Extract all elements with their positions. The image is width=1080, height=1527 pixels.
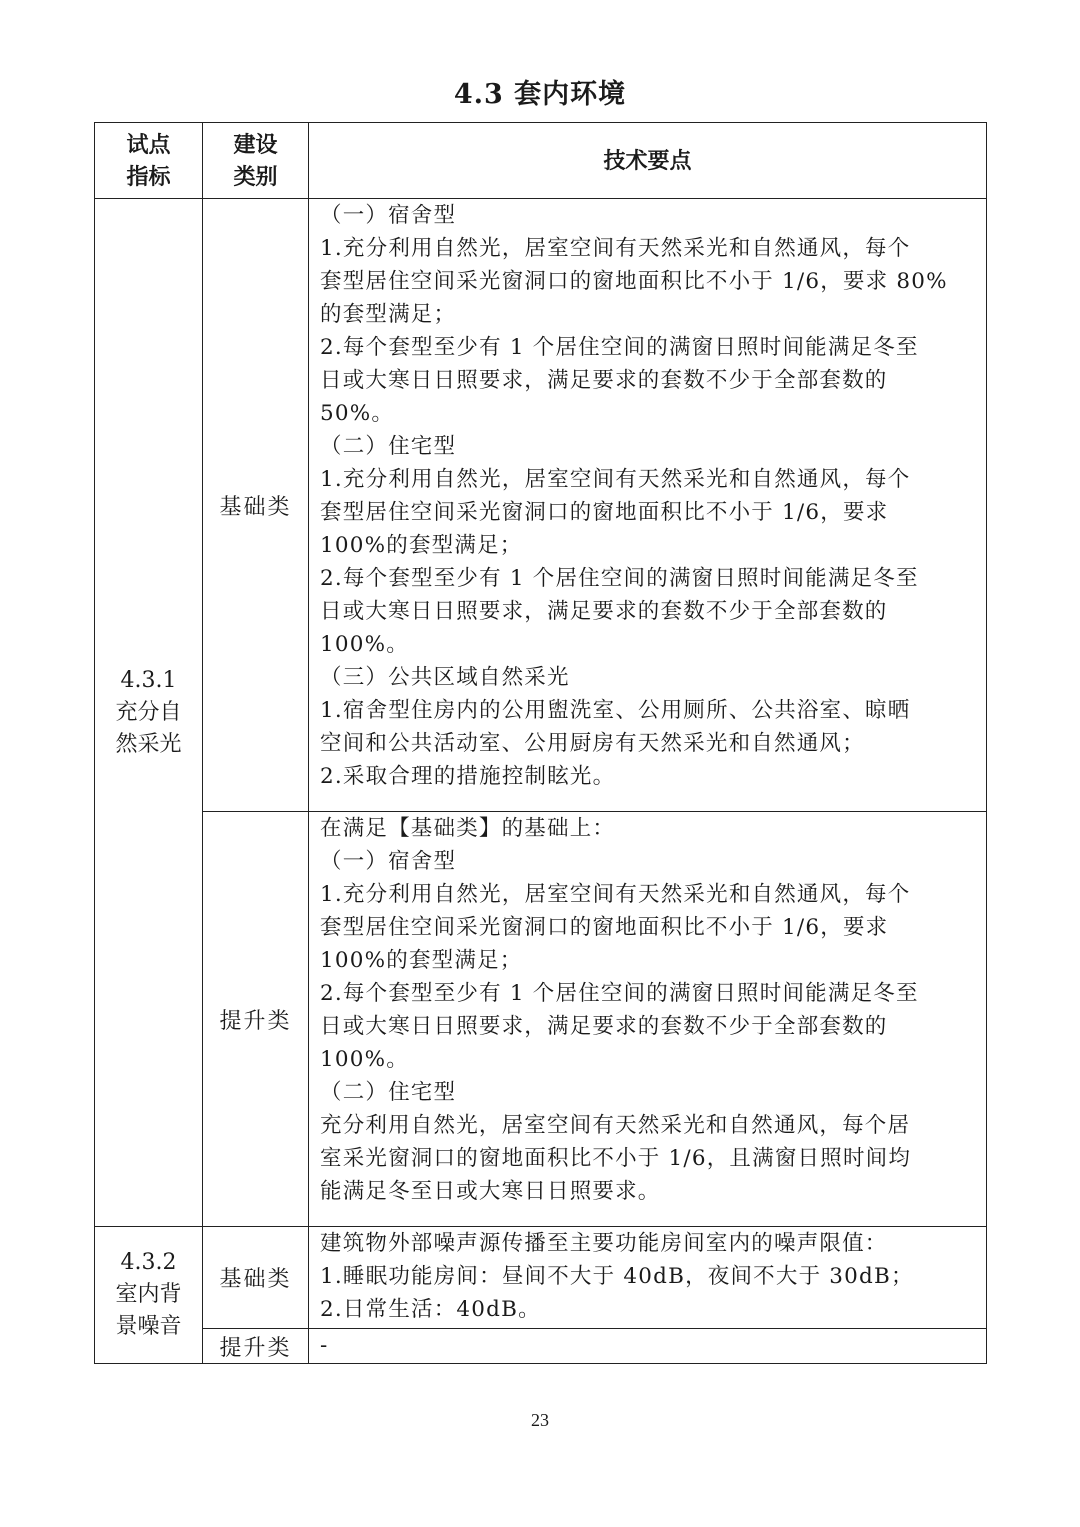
table-row — [95, 812, 987, 1227]
header-pilot-indicator: 试点 指标 — [95, 123, 203, 199]
text-line: （三）公共区域自然采光 — [320, 665, 570, 690]
technical-points-cell — [309, 812, 987, 1227]
text-line: 100%。 — [320, 632, 409, 657]
table-header-row — [95, 123, 987, 199]
text-line: 2.每个套型至少有 1 个居住空间的满窗日照时间能满足冬至 — [320, 981, 919, 1006]
text-line: （一）宿舍型 — [320, 203, 457, 228]
text-line: 100%的套型满足； — [320, 533, 523, 558]
text-line: 日或大寒日日照要求，满足要求的套数不少于全部套数的 — [320, 599, 888, 624]
table-row — [95, 199, 987, 812]
technical-requirements-table — [94, 122, 987, 1364]
text-line: 2.每个套型至少有 1 个居住空间的满窗日照时间能满足冬至 — [320, 335, 919, 360]
indicator-4-3-2: 4.3.2 室内背 景噪音 — [95, 1227, 203, 1364]
text-line: 能满足冬至日或大寒日日照要求。 — [320, 1179, 661, 1204]
text-line: 室采光窗洞口的窗地面积比不小于 1/6，且满窗日照时间均 — [320, 1146, 912, 1171]
text-line: - — [320, 1333, 329, 1358]
table-row — [95, 1329, 987, 1364]
category-basic: 基础类 — [203, 199, 309, 812]
text-line: 50%。 — [320, 401, 395, 426]
text-line: 1.睡眠功能房间：昼间不大于 40dB，夜间不大于 30dB； — [320, 1264, 914, 1289]
indicator-4-3-1: 4.3.1 充分自 然采光 — [95, 199, 203, 1227]
text-line: 日或大寒日日照要求，满足要求的套数不少于全部套数的 — [320, 1014, 888, 1039]
header-construction-category: 建设 类别 — [203, 123, 309, 199]
text-line: 1.充分利用自然光，居室空间有天然采光和自然通风，每个 — [320, 467, 911, 492]
table-row — [95, 1227, 987, 1329]
text-line: 套型居住空间采光窗洞口的窗地面积比不小于 1/6，要求 80% — [320, 269, 948, 294]
text-line: 空间和公共活动室、公用厨房有天然采光和自然通风； — [320, 731, 865, 756]
technical-points-cell — [309, 1227, 987, 1329]
text-line: 100%的套型满足； — [320, 948, 523, 973]
text-line: （二）住宅型 — [320, 1080, 457, 1105]
text-line: 1.充分利用自然光，居室空间有天然采光和自然通风，每个 — [320, 236, 911, 261]
text-line: 在满足【基础类】的基础上： — [320, 816, 616, 841]
text-line: 套型居住空间采光窗洞口的窗地面积比不小于 1/6，要求 — [320, 500, 889, 525]
section-title: 4.3 套内环境 — [453, 79, 627, 110]
text-line: 套型居住空间采光窗洞口的窗地面积比不小于 1/6，要求 — [320, 915, 889, 940]
text-line: （二）住宅型 — [320, 434, 457, 459]
text-line: 建筑物外部噪声源传播至主要功能房间室内的噪声限值： — [320, 1231, 888, 1256]
text-line: 的套型满足； — [320, 302, 457, 327]
category-upgrade: 提升类 — [203, 1329, 309, 1364]
text-line: （一）宿舍型 — [320, 849, 457, 874]
technical-points-cell — [309, 1329, 987, 1364]
text-line: 充分利用自然光，居室空间有天然采光和自然通风，每个居 — [320, 1113, 911, 1138]
category-upgrade: 提升类 — [203, 812, 309, 1227]
text-line: 1.宿舍型住房内的公用盥洗室、公用厕所、公共浴室、晾晒 — [320, 698, 911, 723]
technical-points-cell — [309, 199, 987, 812]
text-line: 100%。 — [320, 1047, 409, 1072]
page-number: 23 — [531, 1410, 549, 1430]
text-line: 日或大寒日日照要求，满足要求的套数不少于全部套数的 — [320, 368, 888, 393]
text-line: 2.每个套型至少有 1 个居住空间的满窗日照时间能满足冬至 — [320, 566, 919, 591]
text-line: 2.采取合理的措施控制眩光。 — [320, 764, 616, 789]
text-line: 1.充分利用自然光，居室空间有天然采光和自然通风，每个 — [320, 882, 911, 907]
category-basic: 基础类 — [203, 1227, 309, 1329]
header-technical-points: 技术要点 — [309, 123, 987, 199]
text-line: 2.日常生活：40dB。 — [320, 1297, 541, 1322]
